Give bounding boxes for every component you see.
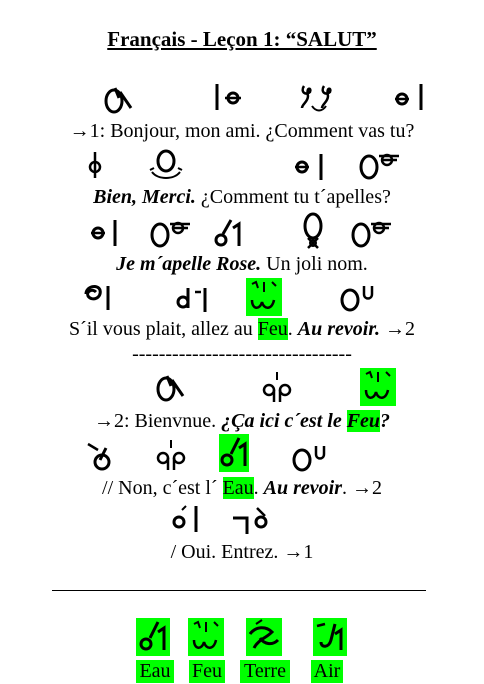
bold-italic-text: ¿Ça ici c´est le <box>221 410 347 432</box>
dialogue-line-7: / Oui. Entrez. →1 <box>170 541 314 563</box>
bold-italic-text: ? <box>380 410 391 432</box>
page-title: Français - Leçon 1: “SALUT” <box>107 27 377 51</box>
bold-italic-text: Bien, Merci. <box>93 186 196 208</box>
sign-glyph-icon <box>357 150 401 182</box>
sign-glyph-icon <box>290 442 330 474</box>
sign-glyph-icon <box>82 282 114 312</box>
sign-glyph-icon <box>101 84 141 116</box>
dialogue-line-4 <box>0 318 484 341</box>
dashed-divider: --------------------------------- <box>132 343 352 365</box>
sign-glyph-icon <box>338 282 378 314</box>
legend-label-eau: Eau <box>136 660 174 683</box>
legend-glyph-eau-icon <box>136 618 170 656</box>
sign-glyph-icon <box>293 152 327 182</box>
sign-glyph-icon <box>259 370 295 404</box>
highlighted-word: Feu <box>346 410 381 432</box>
sign-glyph-icon <box>170 504 204 534</box>
highlighted-word: Eau <box>222 477 254 499</box>
legend-glyph-air-icon <box>313 618 347 656</box>
sign-glyph-icon <box>393 82 427 112</box>
line-text: ¿Comment tu t´apelles? <box>195 186 391 208</box>
sign-glyph-icon <box>148 218 192 250</box>
sign-glyph-icon <box>213 218 243 248</box>
line-text: . <box>253 477 264 499</box>
dialogue-line-5 <box>0 410 484 433</box>
legend-label-air: Air <box>311 660 343 683</box>
dialogue-line-2 <box>0 186 484 209</box>
highlighted-glyph-eau-icon <box>219 434 249 472</box>
highlighted-glyph-feu-icon <box>360 368 396 406</box>
dialogue-line-6 <box>0 477 484 500</box>
dialogue-line-3 <box>0 253 484 276</box>
sign-glyph-icon <box>87 150 103 180</box>
highlighted-glyph-feu-icon <box>246 278 282 316</box>
line-text: S´il vous plait, allez au <box>68 318 258 340</box>
sign-glyph-icon <box>298 82 338 114</box>
sign-glyph-icon <box>89 218 123 248</box>
line-text: // Non, c´est l´ <box>102 477 223 499</box>
line-text: . <box>287 318 298 340</box>
horizontal-rule <box>52 590 426 591</box>
sign-glyph-icon <box>153 372 193 404</box>
legend-label-terre: Terre <box>240 660 290 683</box>
line-text: →2 <box>380 318 416 340</box>
sign-glyph-icon <box>213 82 247 112</box>
sign-glyph-icon <box>175 284 209 314</box>
sign-glyph-icon <box>86 440 114 472</box>
sign-glyph-icon <box>300 212 328 252</box>
line-text: . →2 <box>341 477 382 499</box>
dialogue-line-1: →1: Bonjour, mon ami. ¿Comment vas tu? <box>69 120 415 142</box>
bold-italic-text: Au revoir. <box>297 318 381 340</box>
legend-glyph-terre-icon <box>246 618 282 656</box>
bold-italic-text: Je m´apelle Rose. <box>116 253 262 275</box>
sign-glyph-icon <box>153 438 189 472</box>
sign-glyph-icon <box>148 148 184 182</box>
bold-italic-text: Au revoir <box>263 477 342 499</box>
sign-glyph-icon <box>231 504 271 536</box>
line-text: →2: Bienvnue. <box>93 410 222 432</box>
legend-glyph-feu-icon <box>188 618 224 656</box>
legend-label-feu: Feu <box>189 660 225 683</box>
line-text: Un joli nom. <box>261 253 368 275</box>
highlighted-word: Feu <box>257 318 288 340</box>
sign-glyph-icon <box>349 218 393 250</box>
